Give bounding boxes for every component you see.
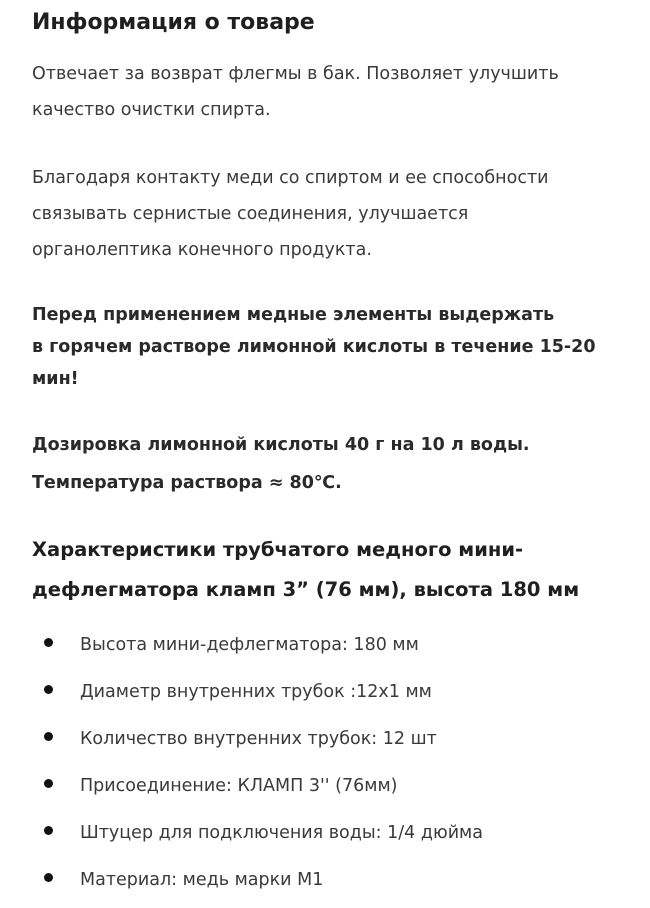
description-line: качество очистки спирта. <box>32 100 271 120</box>
spec-text: Присоединение: КЛАМП 3'' (76мм) <box>80 776 398 796</box>
specs-title <box>32 530 579 610</box>
description-paragraph-2 <box>32 160 549 268</box>
description-line: Благодаря контакту меди со спиртом и ее способности <box>32 168 549 188</box>
warning-line: в горячем растворе лимонной кислоты в течение 15-20 <box>32 337 596 357</box>
spec-text: Высота мини-дефлегматора: 180 мм <box>80 635 419 655</box>
dosage-paragraph <box>32 426 530 502</box>
warning-paragraph <box>32 299 596 395</box>
page-title: Информация о товаре <box>32 10 315 35</box>
spec-text: Материал: медь марки М1 <box>80 870 324 890</box>
bullet-icon <box>44 826 53 835</box>
spec-text: Количество внутренних трубок: 12 шт <box>80 729 437 749</box>
bullet-icon <box>44 685 53 694</box>
bullet-icon <box>44 873 53 882</box>
bullet-icon <box>44 638 53 647</box>
warning-line: Перед применением медные элементы выдержать <box>32 305 555 325</box>
description-line: органолептика конечного продукта. <box>32 240 372 260</box>
dosage-line: Температура раствора ≈ 80℃. <box>32 473 342 493</box>
spec-text: Штуцер для подключения воды: 1/4 дюйма <box>80 823 483 843</box>
spec-text: Диаметр внутренних трубок :12х1 мм <box>80 682 432 702</box>
bullet-icon <box>44 779 53 788</box>
description-paragraph-1 <box>32 56 559 128</box>
warning-line: мин! <box>32 369 79 389</box>
specs-title-line: Характеристики трубчатого медного мини- <box>32 538 524 561</box>
bullet-icon <box>44 732 53 741</box>
description-line: Отвечает за возврат флегмы в бак. Позволяет улучшить <box>32 64 559 84</box>
description-line: связывать сернистые соединения, улучшается <box>32 204 469 224</box>
dosage-line: Дозировка лимонной кислоты 40 г на 10 л воды. <box>32 435 530 455</box>
specs-title-line: дефлегматора кламп 3” (76 мм), высота 180 мм <box>32 578 580 601</box>
